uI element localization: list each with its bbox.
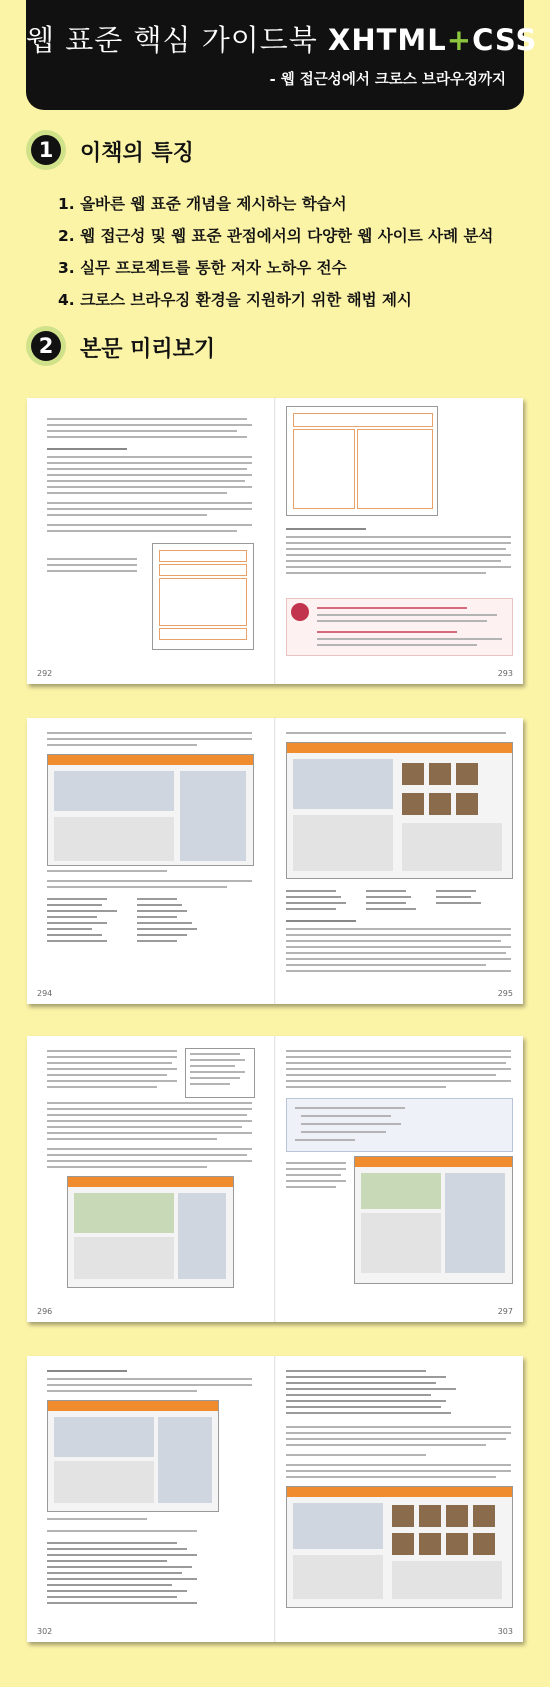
code-snippet xyxy=(286,1098,513,1152)
left-page xyxy=(27,718,274,1004)
right-page xyxy=(276,1036,523,1322)
badge-number: 1 xyxy=(31,135,61,165)
title-xhtml: XHTML xyxy=(328,23,447,57)
left-page xyxy=(27,1036,274,1322)
page-number: 302 xyxy=(37,1627,53,1636)
page-number: 294 xyxy=(37,989,53,998)
page-number: 297 xyxy=(497,1307,513,1316)
page-number: 295 xyxy=(497,989,513,998)
layout-diagram xyxy=(152,543,254,650)
right-page xyxy=(276,1356,523,1642)
page-number: 292 xyxy=(37,669,53,678)
website-screenshot xyxy=(47,754,254,866)
section-title: 이책의 특징 xyxy=(80,141,194,166)
page-number: 303 xyxy=(497,1627,513,1636)
right-page xyxy=(276,398,523,684)
tip-box xyxy=(286,598,513,656)
book-subtitle: - 웹 접근성에서 크로스 브라우징까지 xyxy=(269,72,506,88)
number-badge-2 xyxy=(26,326,66,366)
book-title-banner xyxy=(26,0,538,110)
right-page xyxy=(276,718,523,1004)
feature-list xyxy=(58,190,493,318)
website-screenshot xyxy=(286,1486,513,1608)
book-title xyxy=(26,18,538,59)
website-screenshot xyxy=(67,1176,234,1288)
page-number: 293 xyxy=(497,669,513,678)
feature-item: 1. 올바른 웹 표준 개념을 제시하는 학습서 xyxy=(58,195,347,213)
page-spread-preview xyxy=(27,1036,523,1322)
number-badge-1 xyxy=(26,130,66,170)
page-spread-preview xyxy=(27,398,523,684)
page-spread-preview xyxy=(27,718,523,1004)
feature-item: 2. 웹 접근성 및 웹 표준 관점에서의 다양한 웹 사이트 사례 분석 xyxy=(58,227,494,245)
left-page xyxy=(27,1356,274,1642)
website-screenshot xyxy=(354,1156,513,1284)
section-title: 본문 미리보기 xyxy=(80,337,216,362)
feature-item: 4. 크로스 브라우징 환경을 지원하기 위한 해법 제시 xyxy=(58,291,412,309)
website-screenshot xyxy=(47,1400,219,1512)
badge-number: 2 xyxy=(31,331,61,361)
layout-diagram xyxy=(286,406,438,516)
page-number: 296 xyxy=(37,1307,53,1316)
page-spread-preview xyxy=(27,1356,523,1642)
title-css: CSS xyxy=(472,23,538,57)
feature-item: 3. 실무 프로젝트를 통한 저자 노하우 전수 xyxy=(58,259,347,277)
left-page xyxy=(27,398,274,684)
website-screenshot xyxy=(286,742,513,879)
code-snippet xyxy=(185,1048,255,1098)
title-plus: + xyxy=(446,23,473,57)
title-korean: 웹 표준 핵심 가이드북 xyxy=(26,23,328,57)
